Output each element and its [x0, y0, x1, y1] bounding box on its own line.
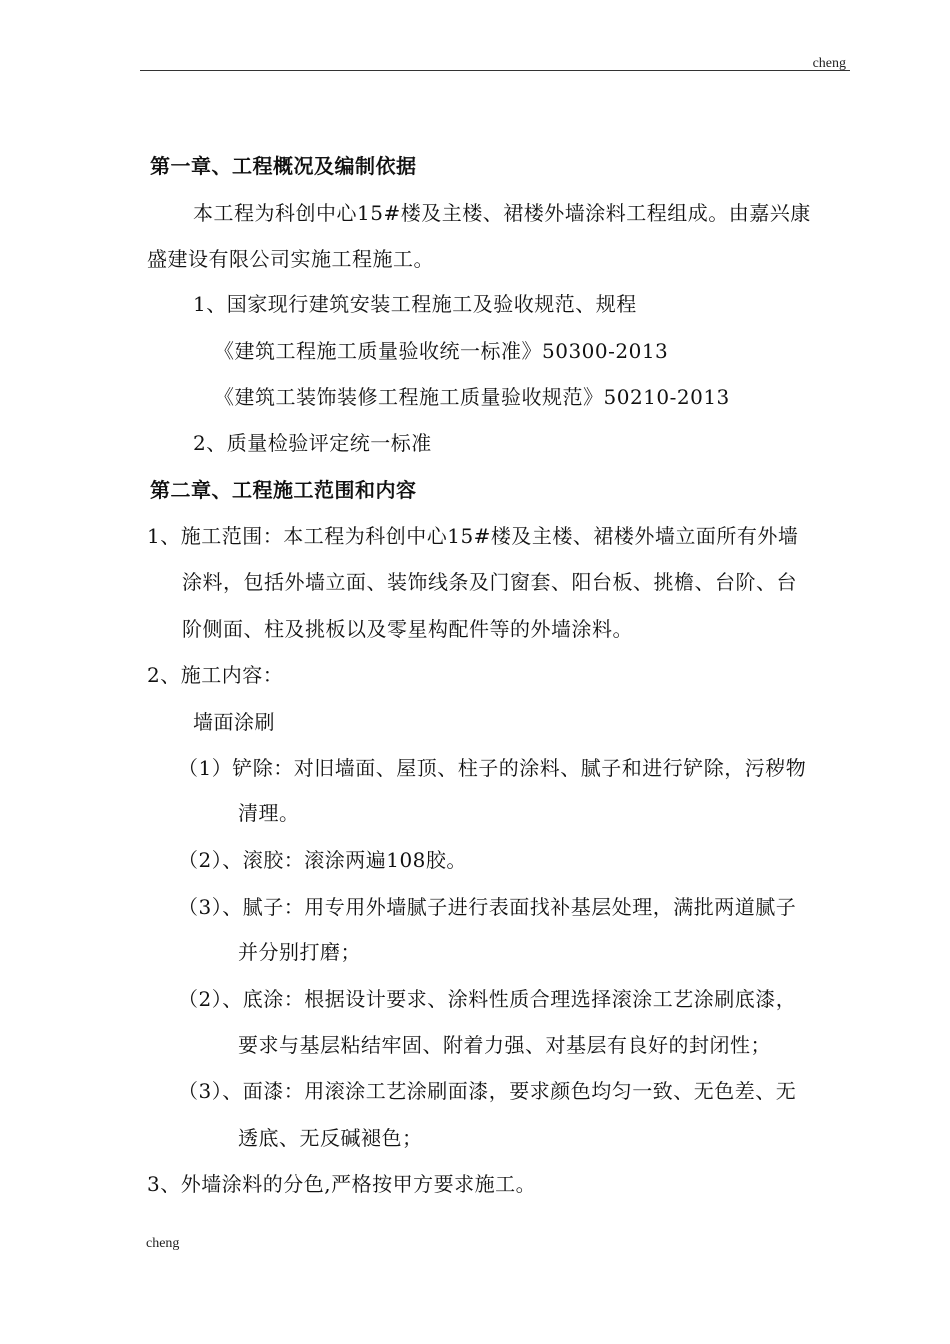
step-item-continuation: 透底、无反碱褪色； [238, 1126, 423, 1150]
step-item-continuation: 并分别打磨； [238, 940, 361, 964]
step-item: （3）、腻子：用专用外墙腻子进行表面找补基层处理，满批两道腻子 [178, 895, 797, 919]
step-item: （2）、滚胶：滚涂两遍108胶。 [178, 848, 467, 872]
list-item: 2、质量检验评定统一标准 [193, 431, 432, 455]
paragraph-line: 本工程为科创中心15#楼及主楼、裙楼外墙涂料工程组成。由嘉兴康 [193, 201, 811, 225]
page-footer: cheng [146, 1236, 180, 1251]
standard-reference: 《建筑工程施工质量验收统一标准》50300-2013 [214, 339, 669, 363]
step-item: （3）、面漆：用滚涂工艺涂刷面漆，要求颜色均匀一致、无色差、无 [178, 1079, 797, 1103]
list-item: 1、施工范围：本工程为科创中心15#楼及主楼、裙楼外墙立面所有外墙 [147, 524, 799, 548]
page-header: cheng [812, 56, 846, 71]
chapter-2-heading: 第二章、工程施工范围和内容 [150, 478, 417, 502]
list-item: 3、外墙涂料的分色,严格按甲方要求施工。 [147, 1172, 537, 1196]
standard-reference: 《建筑工装饰装修工程施工质量验收规范》50210-2013 [214, 385, 730, 409]
header-divider [140, 70, 850, 71]
step-item-continuation: 清理。 [238, 801, 300, 825]
paragraph-line: 盛建设有限公司实施工程施工。 [147, 247, 434, 271]
subheading: 墙面涂刷 [193, 710, 275, 734]
list-item: 1、国家现行建筑安装工程施工及验收规范、规程 [193, 292, 637, 316]
step-item: （2）、底涂：根据设计要求、涂料性质合理选择滚涂工艺涂刷底漆， [178, 987, 797, 1011]
step-item: （1）铲除：对旧墙面、屋顶、柱子的涂料、腻子和进行铲除，污秽物 [178, 756, 807, 780]
list-item-continuation: 涂料，包括外墙立面、装饰线条及门窗套、阳台板、挑檐、台阶、台 [182, 570, 797, 594]
list-item: 2、施工内容： [147, 663, 284, 687]
chapter-1-heading: 第一章、工程概况及编制依据 [150, 154, 417, 178]
list-item-continuation: 阶侧面、柱及挑板以及零星构配件等的外墙涂料。 [182, 617, 633, 641]
step-item-continuation: 要求与基层粘结牢固、附着力强、对基层有良好的封闭性； [238, 1033, 771, 1057]
